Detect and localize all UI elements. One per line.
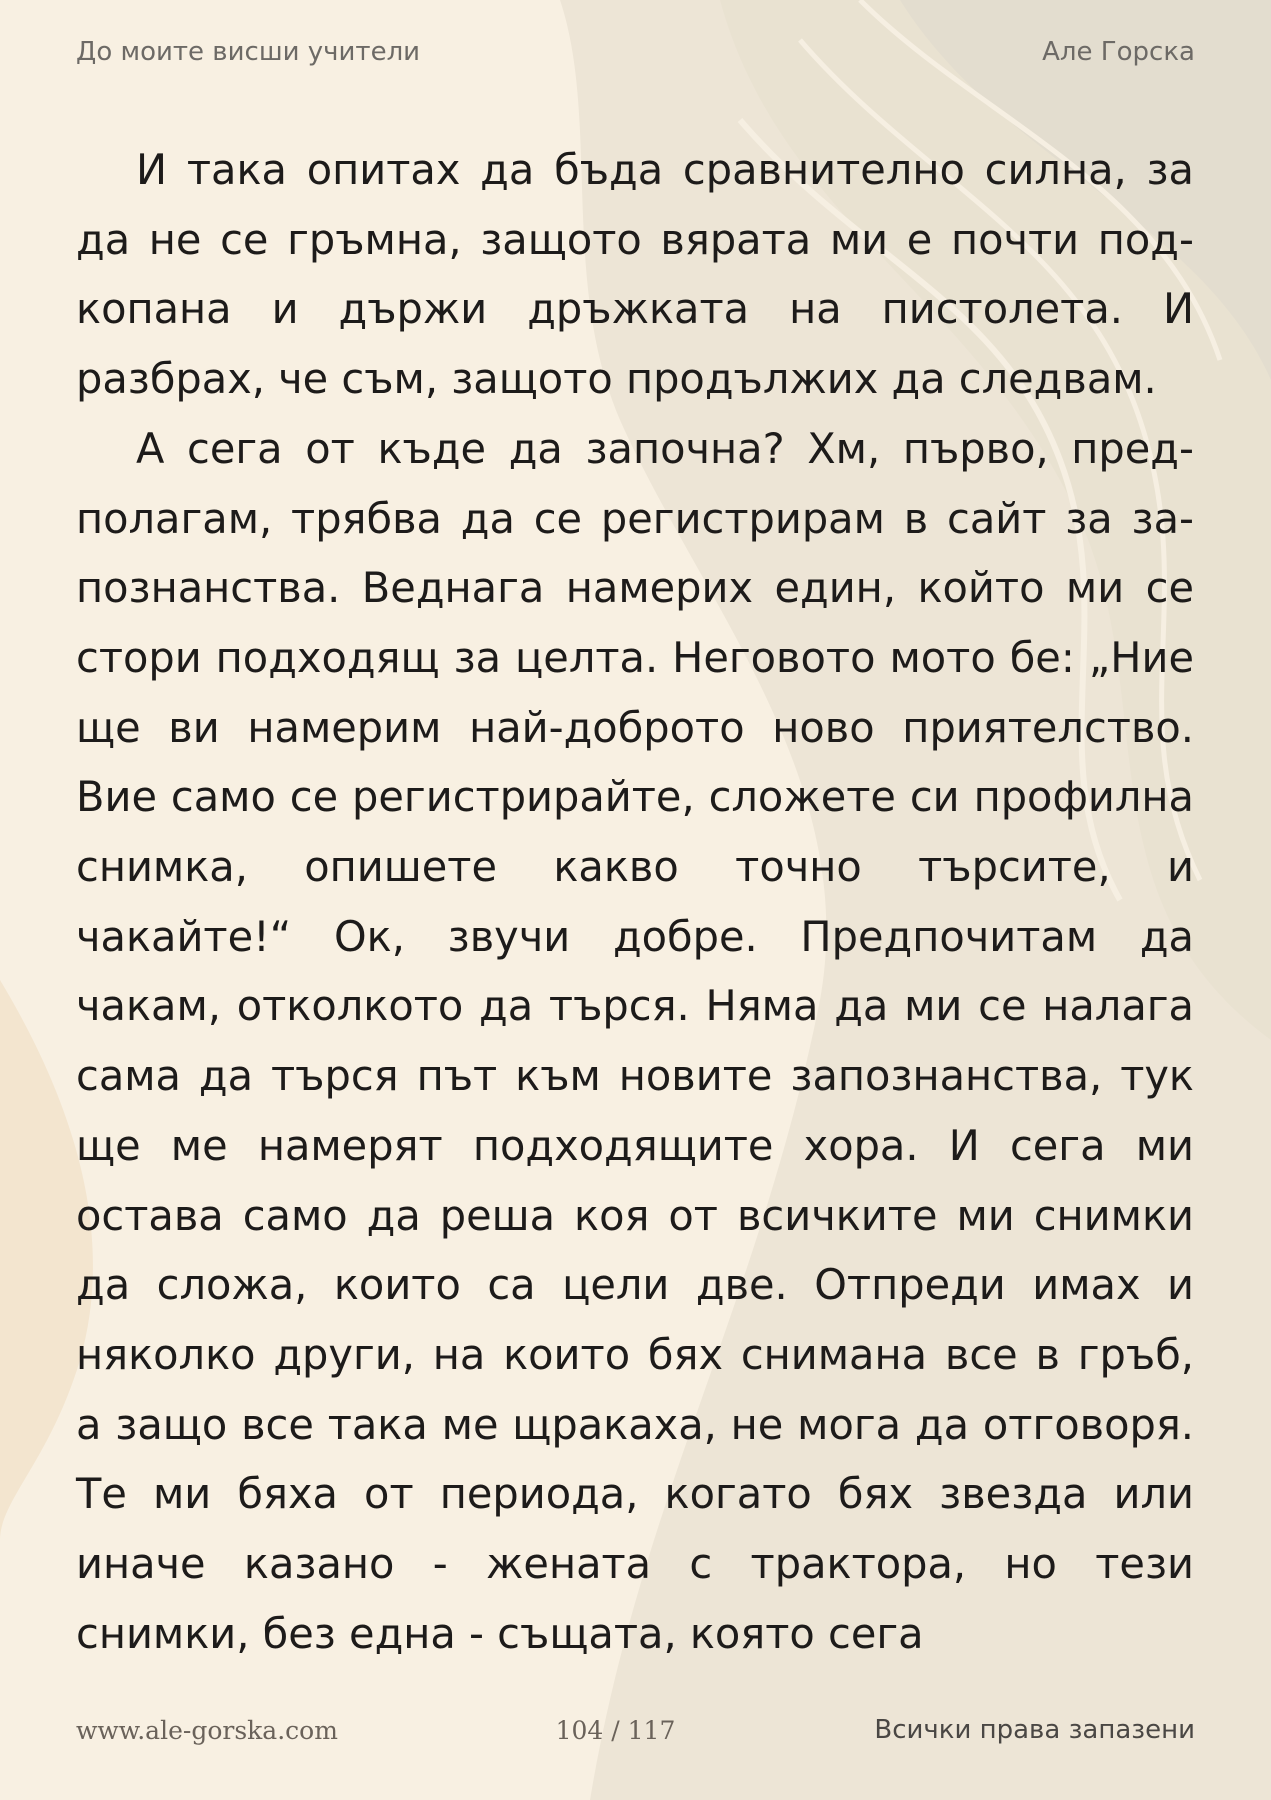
page-header xyxy=(76,34,1195,70)
paragraph: А сега от къде да започна? Хм, първо, предполагам, трябва да се регистрирам в сайт за запознанства. Веднага намерих един, който ми се стори подходящ за целта. Неговото мото бе: „Ние ще ви намерим най-доброто ново приятелство. Вие само се регистрирайте, сложете си профилна снимка, опишете какво точно търсите, и чакайте!“ Ок, звучи добре. Предпочитам да чакам, отколкото да търся. Няма да ми се налага сама да търся път към новите запознанства, тук ще ме намерят подходящите хора. И сега ми остава само да реша коя от всичките ми снимки да сложа, които са цели две. Отпреди имах и няколко други, на които бях снимана все в гръб, а защо все така ме щракаха, не мога да отговоря. Те ми бяха от периода, когато бях звезда или иначе казано - жената с трактора, но тези снимки, без една - същата, която сега xyxy=(76,423,1194,1658)
paragraph: И така опитах да бъда сравнително силна, за да не се гръмна, защото вярата ми е почти подкопана и държи дръжката на пистолета. И разбрах, че съм, защото продължих да следвам. xyxy=(76,145,1194,404)
website-link[interactable]: www.ale-gorska.com xyxy=(76,1715,338,1745)
book-title: До моите висши учители xyxy=(76,37,421,67)
author-name: Але Горска xyxy=(1042,37,1195,67)
page-body xyxy=(76,135,1194,1668)
page-number: 104 / 117 xyxy=(555,1715,676,1745)
copyright-notice: Всички права запазени xyxy=(874,1715,1195,1745)
page-footer xyxy=(76,1712,1195,1748)
